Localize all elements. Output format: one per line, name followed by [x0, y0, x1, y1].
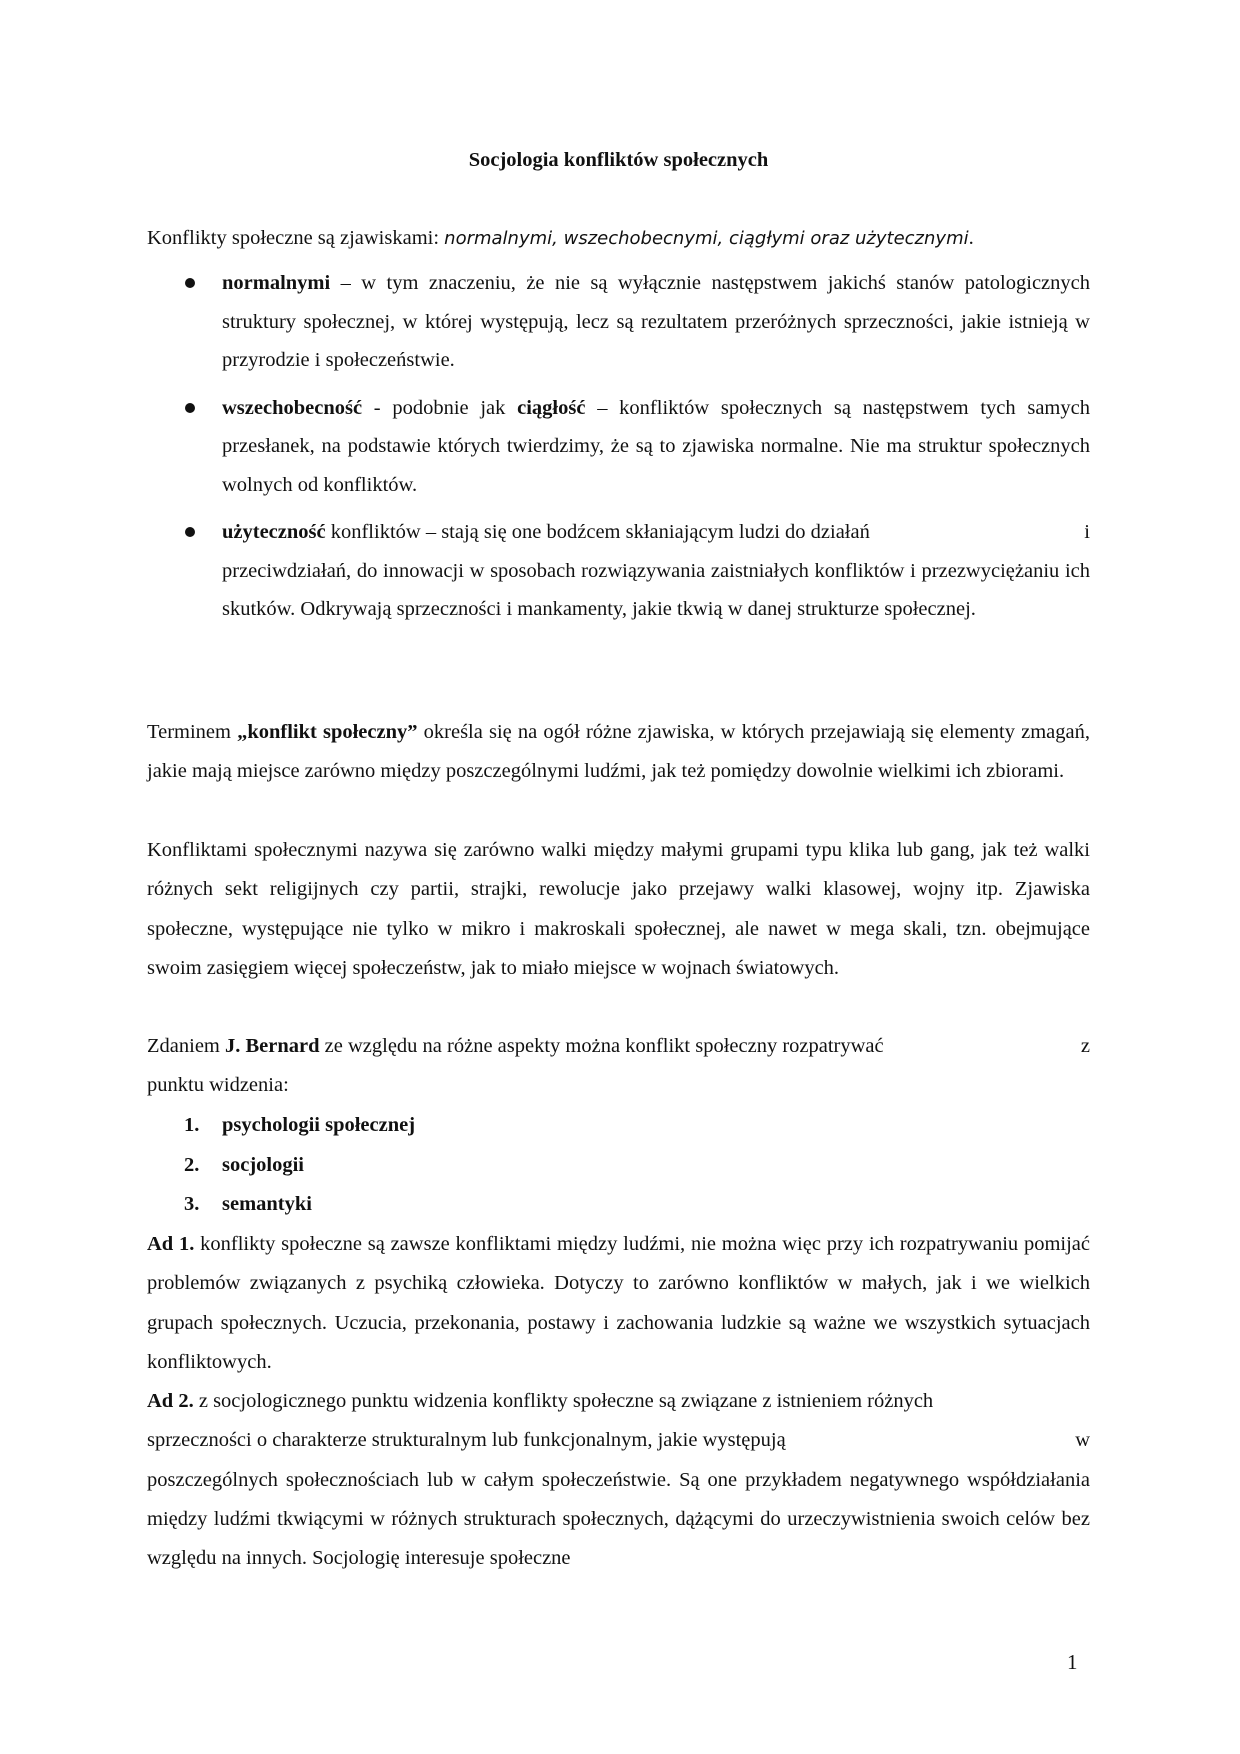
document-title: Socjologia konfliktów społecznych — [468, 149, 769, 171]
bullet-dot-icon — [185, 527, 195, 537]
page-number: 1 — [1067, 1650, 1078, 1674]
paragraph-termin — [147, 713, 1090, 792]
bullet-text: - podobnie jak — [362, 396, 518, 419]
paragraph-text: konflikty społeczne są zawsze konfliktami między ludźmi, nie można więc przy ich rozpatrywaniu pomijać problemów związanych z psychiką człowieka. Dotyczy to zarówno konfliktów w małych, jak i we wielkich grupach społecznych. Uczucia, przekonania, postawy i zachowania ludzkie są ważne we wszystkich sytuacjach konfliktowych. — [147, 1233, 1090, 1373]
bullet-item-uzytecznosc — [147, 513, 1090, 629]
ad-label: Ad 2. — [147, 1390, 194, 1412]
paragraph-first-line — [147, 1382, 1090, 1421]
ad-label: Ad 1. — [147, 1233, 195, 1255]
paragraph-text: określa się na ogół różne zjawiska, w których przejawiają się elementy zmagań, jakie mają miejsce zarówno między poszczególnymi ludźmi, jak też pomiędzy dowolnie wielkimi ich zbiorami. — [147, 721, 1090, 783]
paragraph-ad1 — [147, 1225, 1090, 1382]
bullet-first-line — [222, 513, 1090, 552]
paragraph-text: Terminem — [147, 721, 238, 743]
bullet-item-wszechobecnosc — [147, 389, 1090, 505]
numbered-item-socjologia — [147, 1146, 1090, 1186]
bullet-dot-icon — [185, 278, 195, 288]
item-label: socjologii — [222, 1153, 304, 1176]
bullet-text: – konfliktów społecznych są następstwem tych samych przesłanek, na podstawie których twierdzimy, że są to zjawiska normalne. Nie ma struktur społecznych wolnych od konfliktów. — [222, 396, 1090, 496]
paragraph-ad2 — [147, 1382, 1090, 1578]
item-label: psychologii społecznej — [222, 1114, 416, 1136]
bullet-line-end: i — [1084, 521, 1090, 543]
paragraph-text: ze względu na różne aspekty można konflikt społeczny rozpatrywać — [319, 1035, 884, 1057]
author-name: J. Bernard — [225, 1035, 320, 1057]
item-number: 3. — [184, 1193, 200, 1215]
features-bullet-list — [147, 264, 1090, 638]
item-label: semantyki — [222, 1193, 312, 1215]
intro-text: Konflikty społeczne są zjawiskami: — [147, 227, 445, 249]
bullet-term: normalnymi — [222, 272, 331, 294]
bullet-term: użyteczność — [222, 521, 326, 543]
paragraph-zdaniem — [147, 1027, 1090, 1106]
paragraph-first-line — [147, 1027, 1090, 1066]
paragraph-bold-term: „konflikt społeczny” — [237, 721, 418, 743]
paragraph-rest: poszczególnych społecznościach lub w całym społeczeństwie. Są one przykładem negatywnego współdziałania między ludźmi tkwiącymi w różnych strukturach społecznych, dążącymi do urzeczywistnienia swoich celów bez względu na innych. Socjologię interesuje społeczne — [147, 1468, 1090, 1570]
bullet-dot-icon — [185, 403, 195, 413]
bullet-item-normalnymi — [147, 264, 1090, 380]
bullet-text-rest: przeciwdziałań, do innowacji w sposobach rozwiązywania zaistniałych konfliktów i przezwyciężaniu ich skutków. Odkrywają sprzeczności i mankamenty, jakie tkwią w danej strukturze społecznej. — [222, 559, 1090, 620]
paragraph-second-line: punktu widzenia: — [147, 1074, 289, 1097]
paragraph-konflikty: Konfliktami społecznymi nazywa się zarówno walki między małymi grupami typu klika lub gang, jak też walki różnych sekt religijnych czy partii, strajki, rewolucje jako przejawy walki klasowej, wojny itp. Zjawiska społeczne, występujące nie tylko w mikro i makroskali społecznej, ale nawet w mega skali, tzn. obejmujące swoim zasięgiem więcej społeczeństw, jak to miało miejsce w wojnach światowych. — [147, 839, 1090, 979]
numbered-item-psychologia — [147, 1106, 1090, 1146]
paragraph-line-end: w — [1075, 1429, 1090, 1452]
numbered-item-semantyka — [147, 1185, 1090, 1225]
item-number: 1. — [184, 1114, 200, 1136]
paragraph-text: Zdaniem — [147, 1035, 225, 1057]
bullet-text: konfliktów – stają się one bodźcem skłaniającym ludzi do działań — [325, 521, 870, 543]
perspectives-numbered-list — [147, 1106, 1090, 1225]
paragraph-text: z socjologicznego punktu widzenia konflikty społeczne są związane z istnieniem różnych — [193, 1390, 934, 1412]
bullet-text: – w tym znaczeniu, że nie są wyłącznie następstwem jakichś stanów patologicznych struktury społecznej, w której występują, lecz są rezultatem przeróżnych sprzeczności, jakie istnieją w przyrodzie i społeczeństwie. — [222, 272, 1090, 371]
paragraph-line-end: z — [1080, 1035, 1090, 1057]
intro-italic-terms: normalnymi, wszechobecnymi, ciągłymi oraz użytecznymi — [444, 228, 969, 249]
bullet-term: wszechobecność — [222, 396, 363, 419]
intro-end: . — [968, 227, 974, 249]
bullet-term-secondary: ciągłość — [517, 396, 586, 419]
item-number: 2. — [184, 1153, 200, 1176]
paragraph-text: sprzeczności o charakterze strukturalnym lub funkcjonalnym, jakie występują — [147, 1429, 786, 1452]
intro-paragraph — [147, 224, 1090, 253]
paragraph-second-line — [147, 1421, 1090, 1460]
